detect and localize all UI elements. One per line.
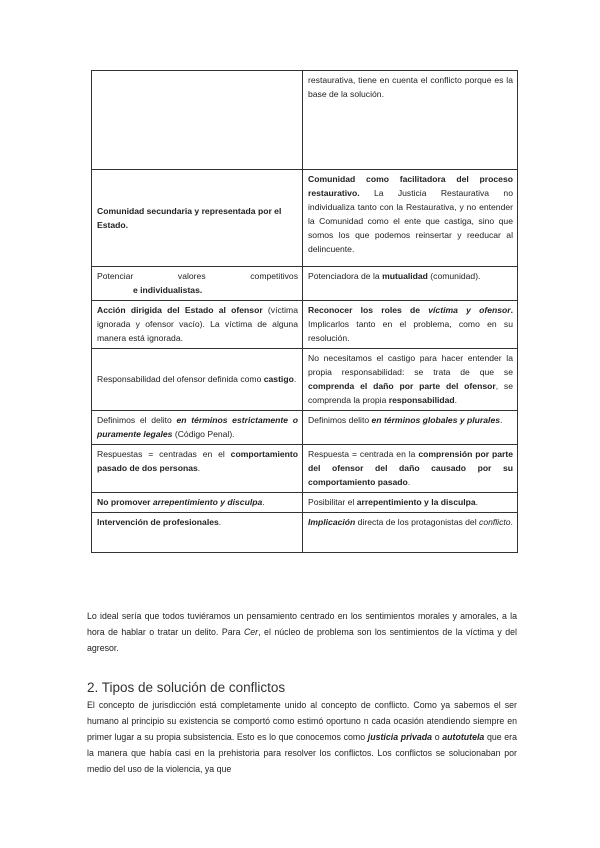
table-cell: Reconocer los roles de víctima y ofensor. Implicarlos tanto en el problema, como en su resolución.	[303, 301, 518, 349]
table-row	[92, 493, 518, 513]
comparison-table	[91, 70, 518, 553]
table-row	[92, 513, 518, 553]
table-cell: restaurativa, tiene en cuenta el conflicto porque es la base de la solución.	[303, 71, 518, 170]
table-cell: Posibilitar el arrepentimiento y la disculpa.	[303, 493, 518, 513]
table-cell: Potenciadora de la mutualidad (comunidad).	[303, 267, 518, 301]
table-cell: Implicación directa de los protagonistas del conflicto.	[303, 513, 518, 553]
section-heading: 2. Tipos de solución de conflictos	[87, 680, 286, 695]
table-cell: Acción dirigida del Estado al ofensor (víctima ignorada y ofensor vacío). La víctima de alguna manera está ignorada.	[92, 301, 303, 349]
table-cell: Comunidad secundaria y representada por el Estado.	[92, 170, 303, 267]
table-cell: Respuesta = centrada en la comprensión por parte del ofensor del daño causado por su comportamiento pasado.	[303, 445, 518, 493]
table-cell: Definimos el delito en términos estrictamente o puramente legales (Código Penal).	[92, 411, 303, 445]
table-row	[92, 301, 518, 349]
table-row	[92, 411, 518, 445]
body-paragraph: Lo ideal sería que todos tuviéramos un pensamiento centrado en los sentimientos morales y amorales, a la hora de hablar o tratar un delito. Para Cer, el núcleo de problema son los sentimientos de la víctima y del agresor.	[87, 611, 517, 653]
table-cell: No necesitamos el castigo para hacer entender la propia responsabilidad: se trata de que se comprenda el daño por parte del ofensor, se comprenda la propia responsabilidad.	[303, 349, 518, 411]
table-row	[92, 267, 518, 301]
table-cell: Definimos delito en términos globales y plurales.	[303, 411, 518, 445]
table-cell: Intervención de profesionales.	[92, 513, 303, 553]
table-cell: No promover arrepentimiento y disculpa.	[92, 493, 303, 513]
table-row	[92, 170, 518, 267]
table-row	[92, 349, 518, 411]
body-paragraph: El concepto de jurisdicción está completamente unido al concepto de conflicto. Como ya sabemos el ser humano al principio su existencia se comportó como estimó oportuno n cada ocasión atendiendo siempre en primer lugar a su propia subsistencia. Esto es lo que conocemos como justicia privada o autotutela que era la manera que había casi en la prehistoria para resolver los conflictos. Los conflictos se solucionaban por medio del uso de la violencia, ya que	[87, 700, 518, 774]
table-cell: Respuestas = centradas en el comportamiento pasado de dos personas.	[92, 445, 303, 493]
table-cell: Potenciar valores competitivos e individualistas.	[92, 267, 303, 301]
table-cell: Comunidad como facilitadora del proceso restaurativo. La Justicia Restaurativa no individualiza tanto con la Restaurativa, y no entender la Comunidad como el ente que castiga, sino que somos los que podemos reinsertar y reeducar al delincuente.	[303, 170, 518, 267]
table-cell	[92, 71, 303, 170]
table-cell: Responsabilidad del ofensor definida como castigo.	[92, 349, 303, 411]
table-row	[92, 71, 518, 170]
table-row	[92, 445, 518, 493]
